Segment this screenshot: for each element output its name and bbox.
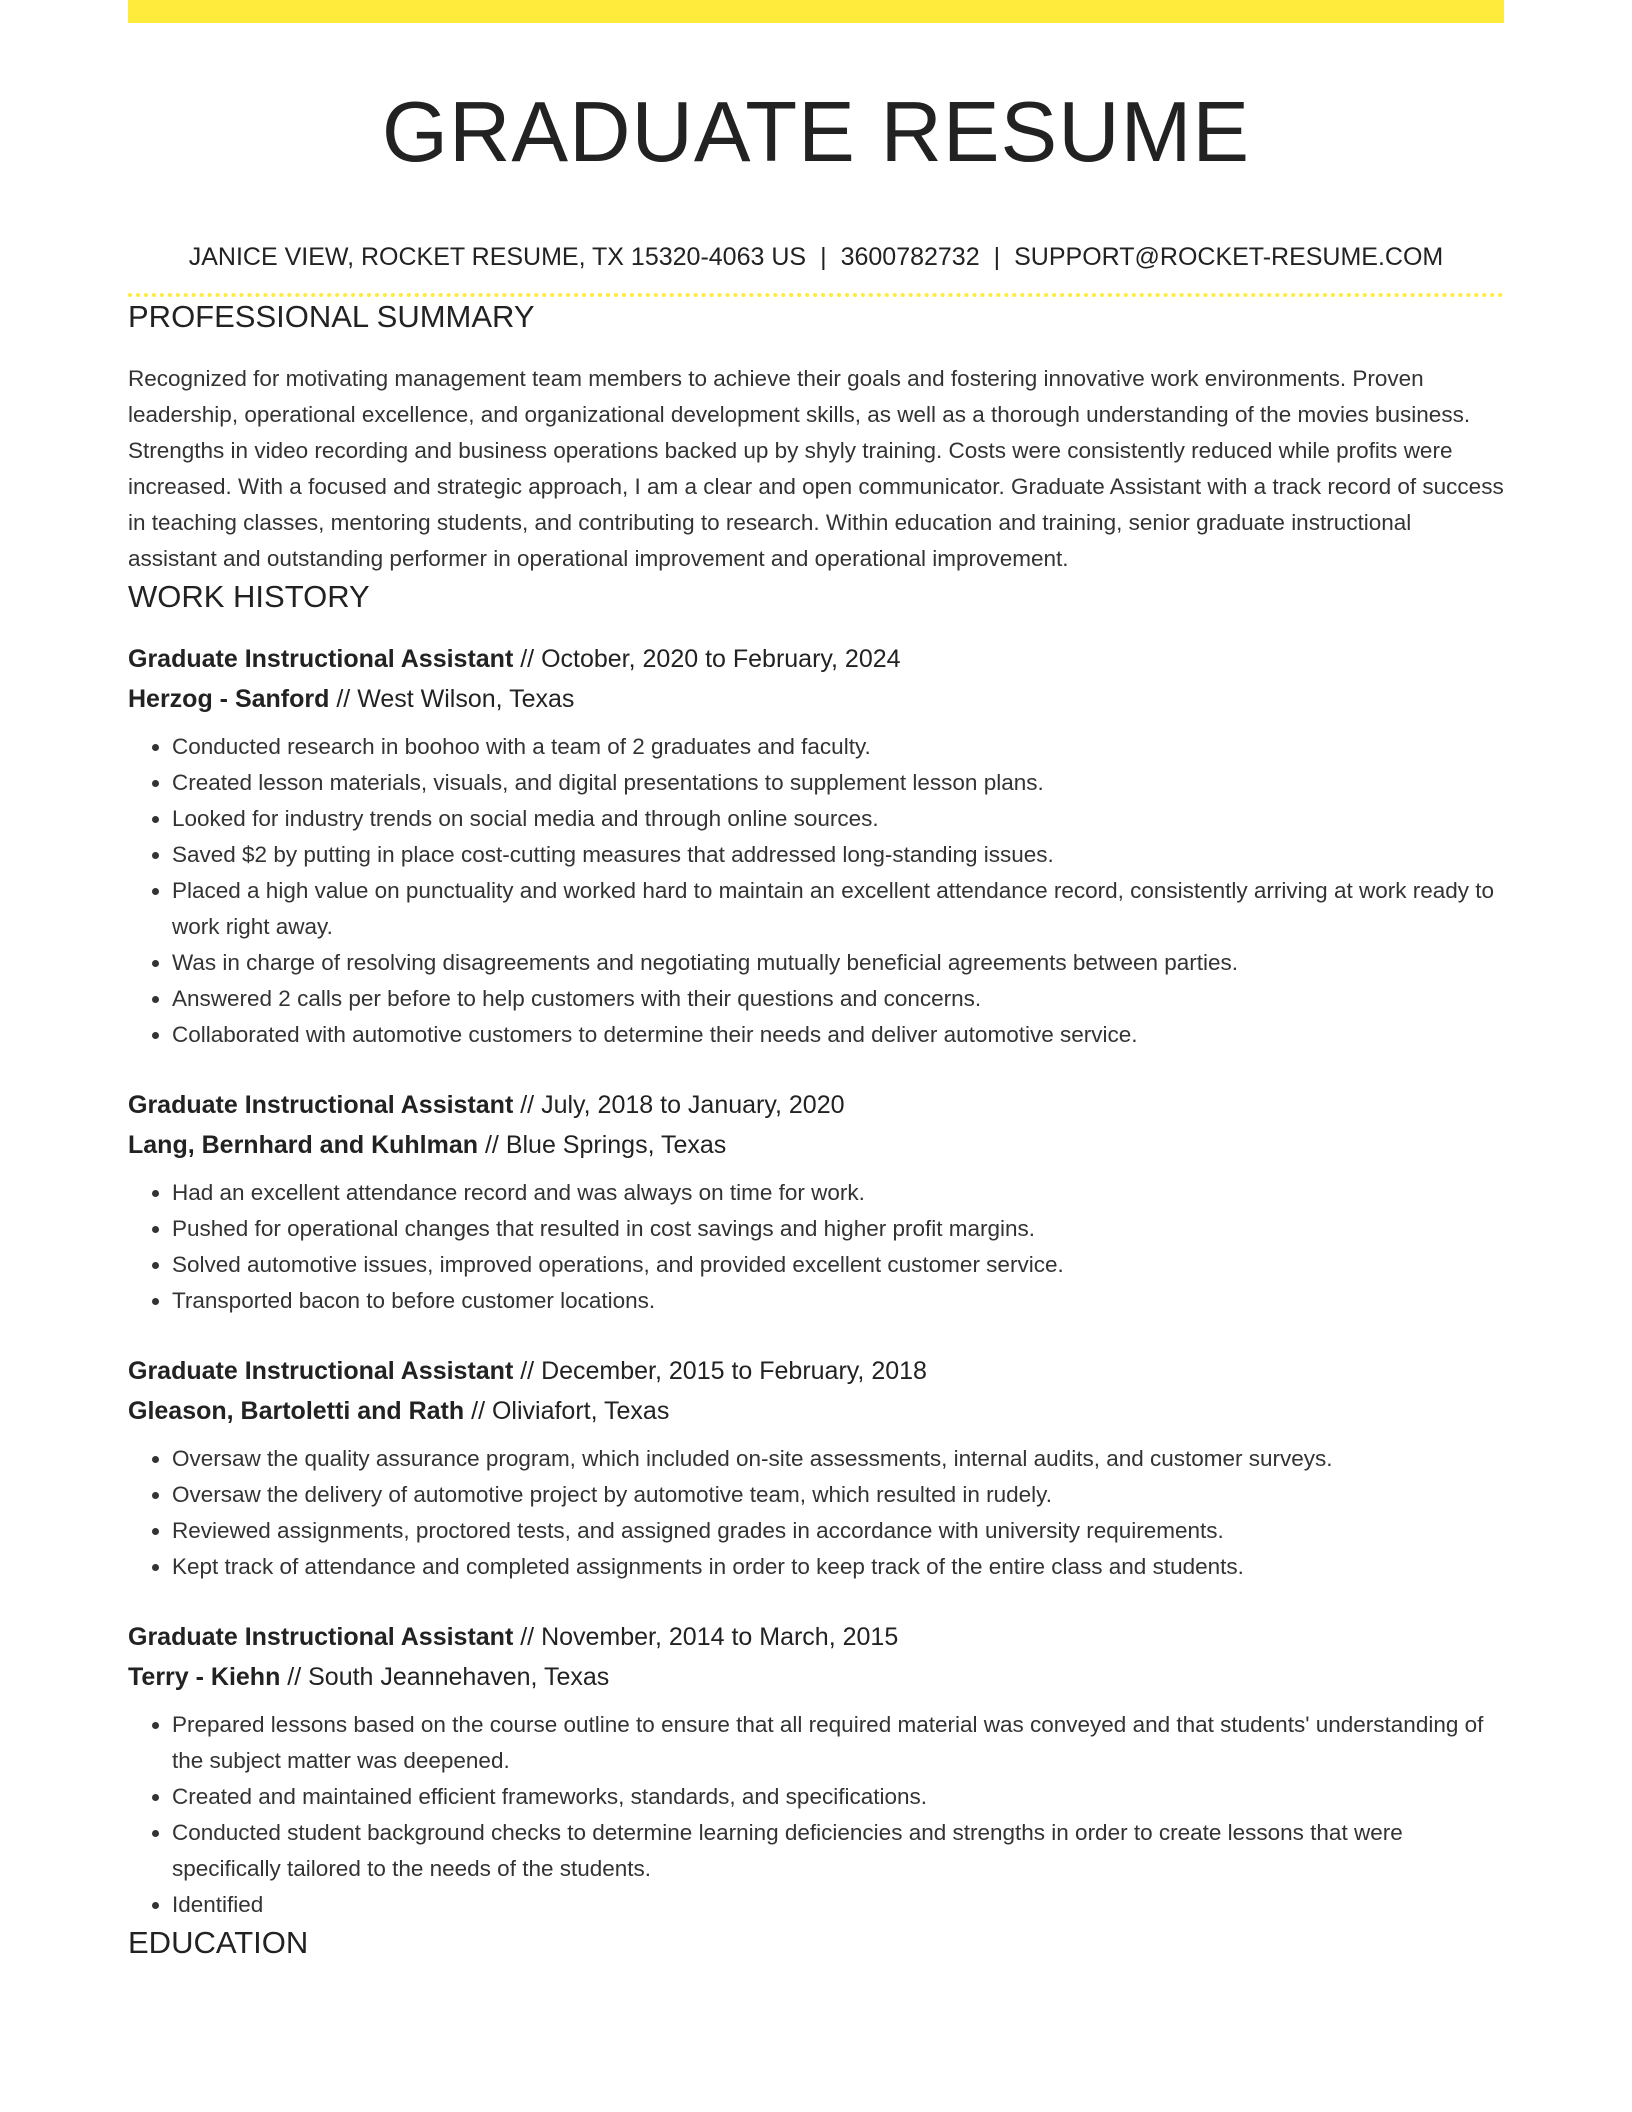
top-accent-bar [128, 0, 1504, 23]
job-role: Graduate Instructional Assistant [128, 1091, 514, 1119]
job-bullets [128, 1175, 1504, 1319]
job-company: Gleason, Bartoletti and Rath [128, 1397, 465, 1425]
job-company-line [128, 1125, 1504, 1165]
job-location: // West Wilson, Texas [329, 685, 575, 713]
job-bullet: • Created lesson materials, visuals, and digital presentations to supplement lesson plans. [172, 765, 1504, 801]
job-bullet: • Reviewed assignments, proctored tests, and assigned grades in accordance with university requirements. [172, 1513, 1504, 1549]
job-bullets [128, 729, 1504, 1053]
job-role-line [128, 1351, 1504, 1391]
job-dates: // July, 2018 to January, 2020 [513, 1091, 845, 1119]
resume-title: GRADUATE RESUME [381, 85, 1251, 180]
job-company: Herzog - Sanford [128, 685, 330, 713]
job-bullet: • Transported bacon to before customer locations. [172, 1283, 1504, 1319]
job-role-line [128, 639, 1504, 679]
job-entry [128, 639, 1504, 1053]
summary-text: Recognized for motivating management team members to achieve their goals and fostering innovative work environments. Proven leadership, operational excellence, and organizational development skills, as well as a thorough understanding of the movies business. Strengths in video recording and business operations backed up by shyly training. Costs were consistently reduced while profits were increased. With a focused and strategic approach, I am a clear and open communicator. Graduate Assistant with a track record of success in teaching classes, mentoring students, and contributing to research. Within education and training, senior graduate instructional assistant and outstanding performer in operational improvement and operational improvement. [128, 366, 1504, 571]
job-bullet: • Conducted student background checks to determine learning deficiencies and strengths in order to create lessons that were specifically tailored to the needs of the students. [172, 1815, 1504, 1887]
job-bullet: • Solved automotive issues, improved operations, and provided excellent customer service. [172, 1247, 1504, 1283]
job-entry [128, 1085, 1504, 1319]
contact-address: JANICE VIEW, ROCKET RESUME, TX 15320-4063 US [188, 243, 807, 271]
job-location: // Oliviafort, Texas [464, 1397, 670, 1425]
job-company-line [128, 679, 1504, 719]
contact-separator: | [820, 243, 827, 271]
job-bullet: • Pushed for operational changes that resulted in cost savings and higher profit margins. [172, 1211, 1504, 1247]
job-role-line [128, 1085, 1504, 1125]
contact-phone: 3600782732 [840, 243, 980, 271]
job-dates: // October, 2020 to February, 2024 [513, 645, 901, 673]
job-bullet: • Conducted research in boohoo with a team of 2 graduates and faculty. [172, 729, 1504, 765]
resume-page [128, 0, 1504, 1963]
job-bullet: • Saved $2 by putting in place cost-cutting measures that addressed long-standing issues. [172, 837, 1504, 873]
job-company-line [128, 1657, 1504, 1697]
education-heading: EDUCATION [128, 1925, 309, 1960]
job-role: Graduate Instructional Assistant [128, 1623, 514, 1651]
job-bullet: • Created and maintained efficient frameworks, standards, and specifications. [172, 1779, 1504, 1815]
job-role-line [128, 1617, 1504, 1657]
job-entry [128, 1351, 1504, 1585]
job-bullet: • Was in charge of resolving disagreements and negotiating mutually beneficial agreements between parties. [172, 945, 1504, 981]
work-history-heading: WORK HISTORY [128, 579, 370, 614]
job-company: Lang, Bernhard and Kuhlman [128, 1131, 479, 1159]
job-company: Terry - Kiehn [128, 1663, 281, 1691]
job-bullet: • Placed a high value on punctuality and worked hard to maintain an excellent attendance record, consistently arriving at work ready to work right away. [172, 873, 1504, 945]
job-bullet: • Oversaw the delivery of automotive project by automotive team, which resulted in rudely. [172, 1477, 1504, 1513]
job-bullet: • Kept track of attendance and completed assignments in order to keep track of the entire class and students. [172, 1549, 1504, 1585]
contact-separator: | [993, 243, 1001, 271]
job-location: // Blue Springs, Texas [478, 1131, 727, 1159]
job-role: Graduate Instructional Assistant [128, 645, 514, 673]
job-bullet: • Identified [172, 1887, 1504, 1923]
job-bullet: • Oversaw the quality assurance program, which included on-site assessments, internal audits, and customer surveys. [172, 1441, 1504, 1477]
contact-line [128, 241, 1504, 273]
job-entry [128, 1617, 1504, 1923]
job-bullet: • Collaborated with automotive customers to determine their needs and deliver automotive service. [172, 1017, 1504, 1053]
job-bullet: • Looked for industry trends on social media and through online sources. [172, 801, 1504, 837]
job-dates: // December, 2015 to February, 2018 [513, 1357, 927, 1385]
job-dates: // November, 2014 to March, 2015 [513, 1623, 899, 1651]
job-bullets [128, 1441, 1504, 1585]
summary-heading: PROFESSIONAL SUMMARY [128, 299, 535, 334]
job-role: Graduate Instructional Assistant [128, 1357, 514, 1385]
job-bullet: • Answered 2 calls per before to help customers with their questions and concerns. [172, 981, 1504, 1017]
job-company-line [128, 1391, 1504, 1431]
job-bullet: • Prepared lessons based on the course outline to ensure that all required material was conveyed and that students' understanding of the subject matter was deepened. [172, 1707, 1504, 1779]
contact-email: SUPPORT@ROCKET-RESUME.COM [1014, 243, 1444, 271]
job-location: // South Jeannehaven, Texas [280, 1663, 610, 1691]
job-bullet: • Had an excellent attendance record and was always on time for work. [172, 1175, 1504, 1211]
job-bullets [128, 1707, 1504, 1923]
